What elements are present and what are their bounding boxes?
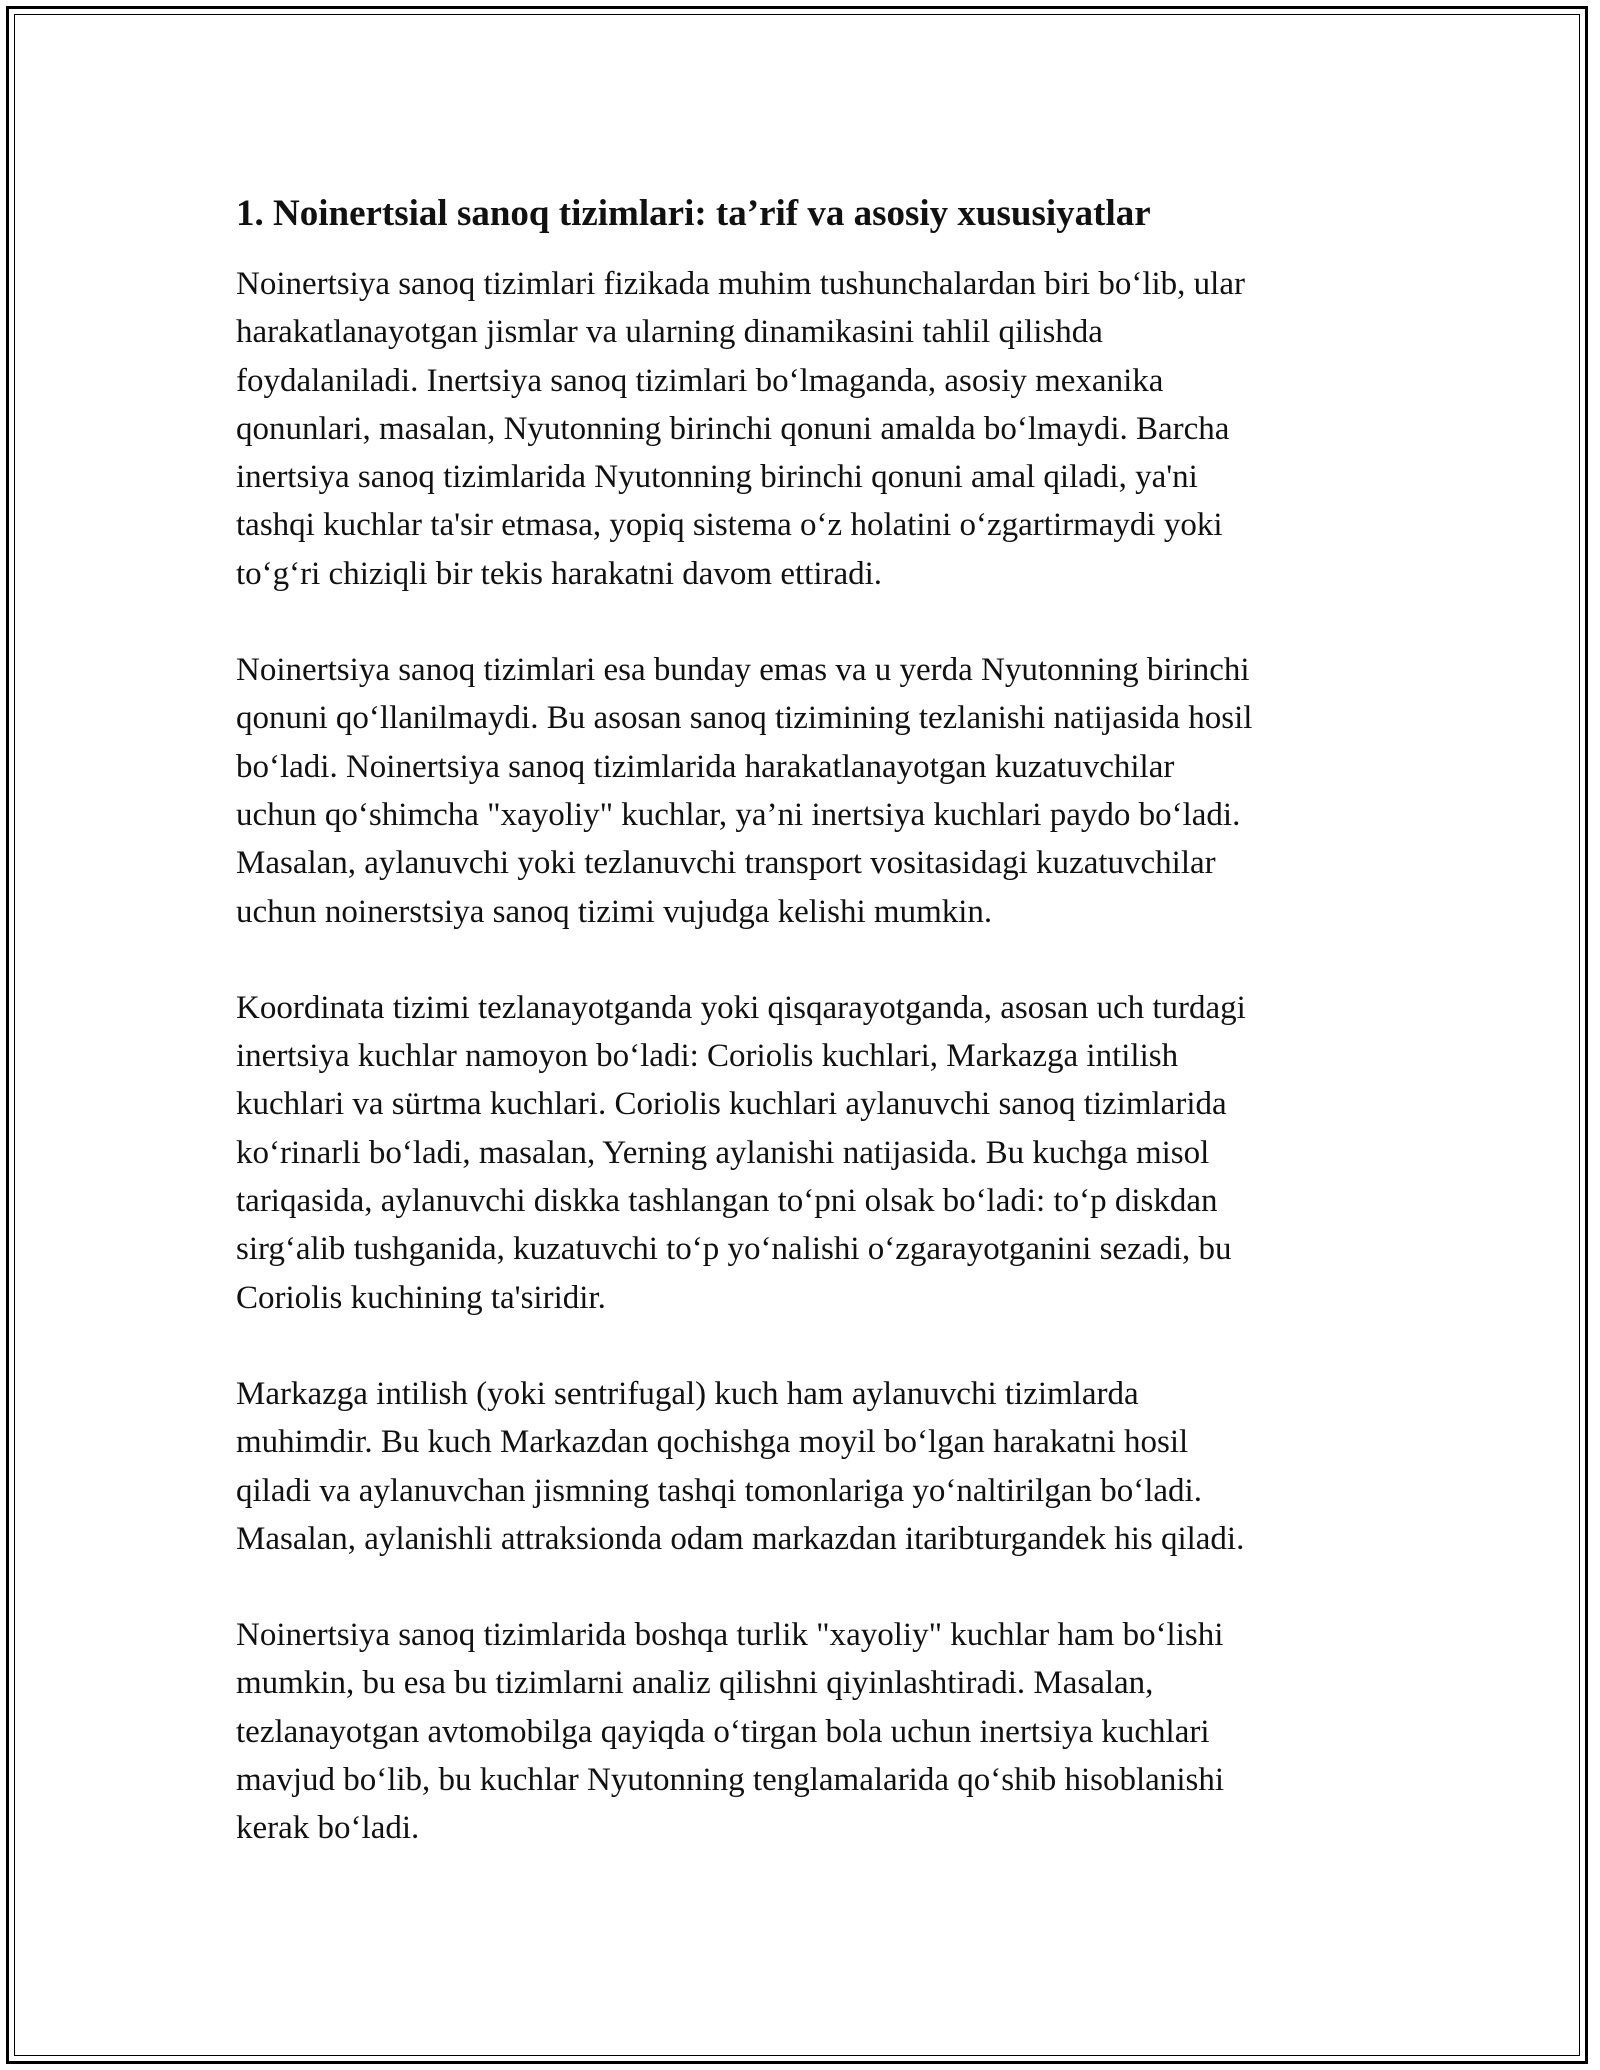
text-line: Noinertsiya sanoq tizimlarida boshqa turlik "xayoliy" kuchlar ham bo‘lishi xyxy=(236,1617,1224,1654)
text-line: foydalaniladi. Inertsiya sanoq tizimlari bo‘lmaganda, asosiy mexanika xyxy=(236,362,1164,399)
section-heading: 1. Noinertsial sanoq tizimlari: ta’rif va asosiy xususiyatlar xyxy=(236,193,1151,234)
text-line: Noinertsiya sanoq tizimlari esa bunday emas va u yerda Nyutonning birinchi xyxy=(236,652,1250,689)
text-line: inertsiya kuchlar namoyon bo‘ladi: Coriolis kuchlari, Markazga intilish xyxy=(236,1038,1179,1075)
paragraph-5 xyxy=(236,1611,1376,1852)
text-line: kerak bo‘ladi. xyxy=(236,1810,420,1847)
text-line: tashqi kuchlar ta'sir etmasa, yopiq sistema o‘z holatini o‘zgartirmaydi yoki xyxy=(236,507,1223,544)
paragraph-4 xyxy=(236,1370,1376,1563)
document-body xyxy=(236,190,1376,1901)
text-line: tariqasida, aylanuvchi diskka tashlangan to‘pni olsak bo‘ladi: to‘p diskdan xyxy=(236,1183,1218,1220)
text-line: qonunlari, masalan, Nyutonning birinchi qonuni amalda bo‘lmaydi. Barcha xyxy=(236,410,1230,447)
text-line: qiladi va aylanuvchan jismning tashqi tomonlariga yo‘naltirilgan bo‘ladi. xyxy=(236,1472,1202,1509)
paragraph-2 xyxy=(236,646,1376,936)
text-line: mumkin, bu esa bu tizimlarni analiz qilishni qiyinlashtiradi. Masalan, xyxy=(236,1665,1154,1702)
text-line: sirg‘alib tushganida, kuzatuvchi to‘p yo‘nalishi o‘zgarayotganini sezadi, bu xyxy=(236,1231,1232,1268)
text-line: Coriolis kuchining ta'siridir. xyxy=(236,1279,606,1316)
text-line: Markazga intilish (yoki sentrifugal) kuch ham aylanuvchi tizimlarda xyxy=(236,1375,1139,1412)
text-line: mavjud bo‘lib, bu kuchlar Nyutonning tenglamalarida qo‘shib hisoblanishi xyxy=(236,1762,1225,1799)
text-line: kuchlari va sürtma kuchlari. Coriolis kuchlari aylanuvchi sanoq tizimlarida xyxy=(236,1086,1227,1123)
text-line: Koordinata tizimi tezlanayotganda yoki qisqarayotganda, asosan uch turdagi xyxy=(236,989,1246,1026)
text-line: uchun noinerstsiya sanoq tizimi vujudga kelishi mumkin. xyxy=(236,893,993,930)
text-line: inertsiya sanoq tizimlarida Nyutonning birinchi qonuni amal qiladi, ya'ni xyxy=(236,459,1198,496)
text-line: ko‘rinarli bo‘ladi, masalan, Yerning aylanishi natijasida. Bu kuchga misol xyxy=(236,1134,1210,1171)
text-line: muhimdir. Bu kuch Markazdan qochishga moyil bo‘lgan harakatni hosil xyxy=(236,1424,1189,1461)
paragraph-1 xyxy=(236,260,1376,598)
text-line: uchun qo‘shimcha "xayoliy" kuchlar, ya’ni inertsiya kuchlari paydo bo‘ladi. xyxy=(236,796,1241,833)
text-line: Masalan, aylanishli attraksionda odam markazdan itaribturgandek his qiladi. xyxy=(236,1520,1245,1557)
paragraph-3 xyxy=(236,984,1376,1322)
text-line: harakatlanayotgan jismlar va ularning dinamikasini tahlil qilishda xyxy=(236,314,1103,351)
text-line: Noinertsiya sanoq tizimlari fizikada muhim tushunchalardan biri bo‘lib, ular xyxy=(236,266,1245,302)
text-line: bo‘ladi. Noinertsiya sanoq tizimlarida harakatlanayotgan kuzatuvchilar xyxy=(236,748,1175,785)
text-line: tezlanayotgan avtomobilga qayiqda o‘tirgan bola uchun inertsiya kuchlari xyxy=(236,1713,1210,1750)
text-line: Masalan, aylanuvchi yoki tezlanuvchi transport vositasidagi kuzatuvchilar xyxy=(236,845,1216,882)
text-line: to‘g‘ri chiziqli bir tekis harakatni davom ettiradi. xyxy=(236,555,883,592)
text-line: qonuni qo‘llanilmaydi. Bu asosan sanoq tizimining tezlanishi natijasida hosil xyxy=(236,700,1253,737)
